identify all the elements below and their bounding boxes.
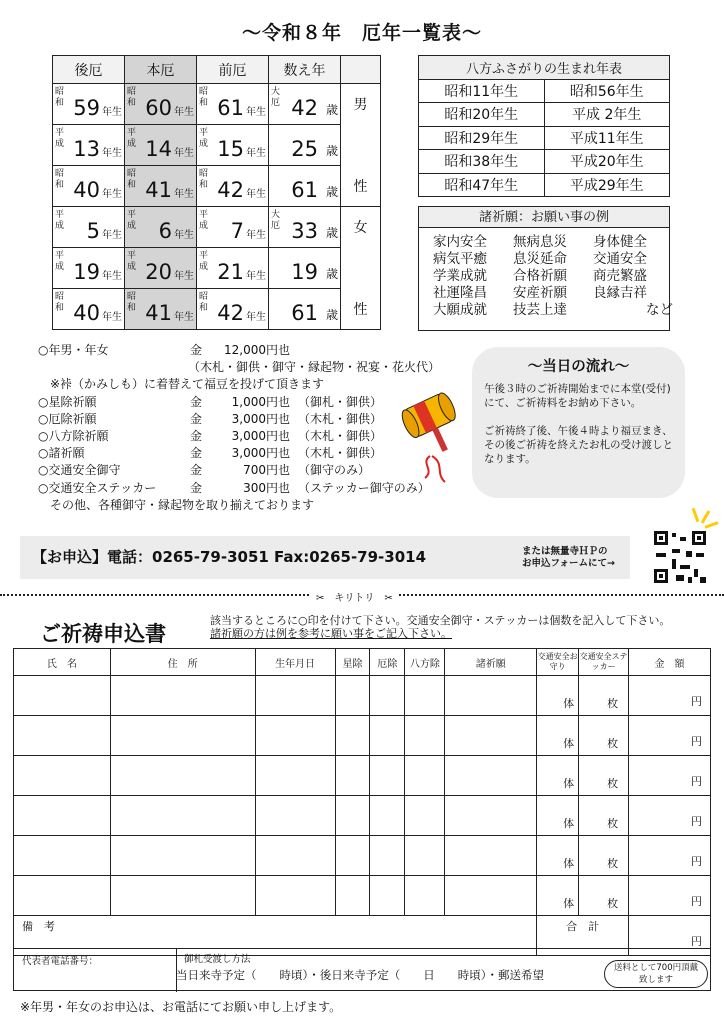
wish-item: 技芸上達 [513, 302, 567, 318]
wish-item: 社運隆昌 [433, 285, 487, 301]
wish-item: 身体健全 [593, 234, 647, 250]
form-cell[interactable] [405, 796, 445, 836]
price-row: ○年男・年女 金 12,000円也 [38, 343, 290, 357]
sex-cell: 女 [341, 207, 381, 248]
wish-item: 大願成就 [433, 302, 487, 318]
form-cell[interactable] [255, 716, 335, 756]
happo-cell: 昭和38年生 [419, 150, 545, 174]
form-cell[interactable] [255, 756, 335, 796]
footer-note: ※年男・年女のお申込は、お電話にてお願い申し上げます。 [20, 1000, 342, 1014]
apply-note: または無量寺ＨＰの お申込フォームにて→ [522, 546, 615, 569]
header-age: 数え年 [269, 56, 341, 84]
wish-item: 無病息災 [513, 234, 567, 250]
happo-cell: 昭和47年生 [419, 173, 545, 197]
mallet-icon [390, 378, 470, 488]
yakudoshi-cell: 昭和 40 年生 [53, 289, 125, 330]
header-maeyaku: 前厄 [197, 56, 269, 84]
wishes-box [418, 206, 673, 331]
wish-item: 病気平癒 [433, 251, 487, 267]
price-row: ○八方除祈願 金 3,000円也 （木札・御供） [38, 429, 383, 444]
form-cell[interactable]: 枚 [579, 676, 629, 716]
form-cell[interactable] [14, 676, 111, 716]
sex-cell: 性 [341, 289, 381, 330]
sex-cell: 性 [341, 166, 381, 207]
form-cell[interactable] [370, 716, 405, 756]
form-cell[interactable]: 円 [629, 756, 711, 796]
happo-cell: 昭和56年生 [544, 79, 670, 103]
form-cell[interactable] [14, 756, 111, 796]
receive-box [13, 948, 711, 991]
form-cell[interactable] [255, 836, 335, 876]
wish-item: など [646, 302, 673, 318]
age-cell: 19 歳 [269, 248, 341, 289]
form-cell[interactable] [335, 756, 370, 796]
price-row: ○交通安全御守 金 700円也 （御守のみ） [38, 463, 371, 478]
form-cell[interactable] [335, 796, 370, 836]
form-cell[interactable] [255, 876, 335, 916]
yakudoshi-cell: 平成 7 年生 [197, 207, 269, 248]
form-cell[interactable] [110, 836, 255, 876]
age-cell: 25 歳 [269, 125, 341, 166]
yakudoshi-cell: 昭和 60 年生 [125, 84, 197, 125]
form-cell[interactable] [445, 876, 537, 916]
price-row: ○交通安全ステッカー 金 300円也 （ステッカー御守のみ） [38, 480, 430, 495]
yakudoshi-cell: 昭和 42 年生 [197, 289, 269, 330]
form-cell[interactable] [14, 836, 111, 876]
form-row [14, 716, 711, 756]
yakudoshi-cell: 昭和 59 年生 [53, 84, 125, 125]
happo-table [418, 55, 670, 197]
wish-item: 家内安全 [433, 234, 487, 250]
form-cell[interactable] [370, 836, 405, 876]
age-cell: 61 歳 [269, 289, 341, 330]
header-atoyaku: 後厄 [53, 56, 125, 84]
form-cell[interactable] [255, 796, 335, 836]
form-cell[interactable] [335, 876, 370, 916]
form-cell[interactable] [335, 676, 370, 716]
price-row: その他、各種御守・縁起物を取り揃えております [38, 497, 315, 512]
form-cell[interactable] [110, 676, 255, 716]
apply-banner: 【お申込】電話：0265-79-3051 Fax:0265-79-3014 [20, 536, 630, 579]
form-cell[interactable] [110, 876, 255, 916]
happo-cell: 平成29年生 [544, 173, 670, 197]
form-cell[interactable] [370, 796, 405, 836]
form-instructions: 該当するところに○印を付けて下さい。交通安全御守・ステッカーは個数を記入して下さい。 諸祈願の方は例を参考に願い事をご記入下さい。 [210, 614, 671, 640]
yakudoshi-cell: 平成 13 年生 [53, 125, 125, 166]
sex-cell [341, 248, 381, 289]
yakudoshi-cell: 昭和 40 年生 [53, 166, 125, 207]
form-cell[interactable] [14, 876, 111, 916]
flow-text-2: ご祈祷終了後、午後４時より福豆まき、その後ご祈祷を終えたお札の受け渡しとなります。 [484, 425, 673, 465]
form-cell[interactable] [405, 876, 445, 916]
form-cell[interactable] [405, 756, 445, 796]
wish-item: 学業成就 [433, 268, 487, 284]
form-cell[interactable] [370, 876, 405, 916]
yakudoshi-cell: 平成 14 年生 [125, 125, 197, 166]
cut-label: ✂ キリトリ ✂ [310, 589, 399, 604]
happo-cell: 昭和29年生 [419, 126, 545, 150]
form-cell[interactable]: 体 [537, 756, 579, 796]
form-row [14, 876, 711, 916]
qr-code[interactable] [652, 529, 708, 585]
wish-item: 安産祈願 [513, 285, 567, 301]
form-cell[interactable]: 円 [629, 836, 711, 876]
form-cell[interactable]: 枚 [579, 836, 629, 876]
wish-item: 商売繁盛 [593, 268, 647, 284]
yakudoshi-cell: 平成 5 年生 [53, 207, 125, 248]
form-cell[interactable]: 枚 [579, 796, 629, 836]
form-cell[interactable] [335, 716, 370, 756]
form-cell[interactable]: 体 [537, 836, 579, 876]
form-cell[interactable] [405, 716, 445, 756]
age-cell: 大厄 42 歳 [269, 84, 341, 125]
form-cell[interactable] [14, 716, 111, 756]
wish-item: 息災延命 [513, 251, 567, 267]
form-title: ご祈祷申込書 [40, 622, 166, 646]
happo-cell: 平成20年生 [544, 150, 670, 174]
wish-item: 交通安全 [593, 251, 647, 267]
yakudoshi-cell: 平成 21 年生 [197, 248, 269, 289]
total-field[interactable]: 円 [629, 916, 711, 956]
yakudoshi-cell: 昭和 61 年生 [197, 84, 269, 125]
yakudoshi-cell: 昭和 41 年生 [125, 166, 197, 207]
yakudoshi-table [52, 55, 381, 330]
form-cell[interactable]: 円 [629, 716, 711, 756]
form-cell[interactable] [110, 716, 255, 756]
form-cell[interactable] [405, 836, 445, 876]
form-cell[interactable] [255, 676, 335, 716]
form-cell[interactable] [445, 716, 537, 756]
yakudoshi-cell: 昭和 41 年生 [125, 289, 197, 330]
happo-cell: 平成11年生 [544, 126, 670, 150]
page-title: ～令和８年 厄年一覧表～ [241, 22, 482, 44]
wish-item: 合格祈願 [513, 268, 567, 284]
price-row: ○諸祈願 金 3,000円也 （木札・御供） [38, 446, 383, 461]
yakudoshi-cell: 平成 19 年生 [53, 248, 125, 289]
happo-cell: 昭和11年生 [419, 79, 545, 103]
price-row: ※裃（かみしも）に着替えて福豆を投げて頂きます [38, 377, 325, 392]
form-row [14, 676, 711, 716]
happo-cell: 昭和20年生 [419, 103, 545, 127]
application-form: 氏 名 住 所 生年月日 星除 厄除 八方除 諸祈願 交通安全お守り 交通安全ステッカー 金 額 体 枚 円 体 枚 円 体 枚 円 体 枚 円 体 枚 円 体 枚 円 備 考 合 計 円 [13, 648, 711, 956]
form-cell[interactable]: 枚 [579, 756, 629, 796]
receive-options[interactable]: 当日来寺予定（ 時頃）・後日来寺予定（ 日 時頃）・郵送希望 [176, 968, 544, 982]
form-row [14, 796, 711, 836]
yakudoshi-cell: 昭和 42 年生 [197, 166, 269, 207]
form-cell[interactable]: 体 [537, 876, 579, 916]
form-cell[interactable] [14, 796, 111, 836]
price-row: ○星除祈願 金 1,000円也 （御札・御供） [38, 394, 383, 409]
form-cell[interactable] [110, 796, 255, 836]
total-label: 合 計 [537, 916, 629, 956]
rep-phone-label: 代表者電話番号： [22, 956, 99, 967]
flow-title: ～当日の流れ～ [527, 359, 630, 375]
form-cell[interactable] [370, 756, 405, 796]
form-cell[interactable]: 円 [629, 676, 711, 716]
flow-text-1: 午後３時のご祈祷開始までに本堂(受付)にて、ご祈祷料をお納め下さい。 [484, 383, 671, 409]
form-cell[interactable]: 枚 [579, 876, 629, 916]
sex-cell [341, 125, 381, 166]
price-list [38, 342, 440, 514]
price-row: ○厄除祈願 金 3,000円也 （木札・御供） [38, 411, 383, 426]
remarks-field[interactable]: 備 考 [14, 916, 537, 956]
form-row [14, 756, 711, 796]
day-flow-box [472, 347, 685, 498]
form-cell[interactable]: 円 [629, 796, 711, 836]
receive-title: 御札受渡し方法 [184, 954, 251, 965]
form-cell[interactable]: 枚 [579, 716, 629, 756]
form-cell[interactable] [445, 836, 537, 876]
form-cell[interactable]: 体 [537, 796, 579, 836]
age-cell: 大厄 33 歳 [269, 207, 341, 248]
form-cell[interactable] [445, 676, 537, 716]
happo-title: 八方ふさがりの生まれ年表 [419, 56, 670, 80]
form-cell[interactable]: 体 [537, 676, 579, 716]
yakudoshi-cell: 平成 20 年生 [125, 248, 197, 289]
form-cell[interactable] [110, 756, 255, 796]
form-cell[interactable] [335, 836, 370, 876]
happo-cell: 平成 2年生 [544, 103, 670, 127]
form-row [14, 836, 711, 876]
form-cell[interactable] [370, 676, 405, 716]
wish-item: 良縁吉祥 [593, 285, 647, 301]
form-cell[interactable] [405, 676, 445, 716]
form-cell[interactable] [445, 796, 537, 836]
sex-cell: 男 [341, 84, 381, 125]
form-cell[interactable] [445, 756, 537, 796]
form-cell[interactable]: 円 [629, 876, 711, 916]
postage-note: 送料として700円頂戴致します [604, 960, 708, 988]
header-honyaku: 本厄 [125, 56, 197, 84]
yakudoshi-cell: 平成 6 年生 [125, 207, 197, 248]
age-cell: 61 歳 [269, 166, 341, 207]
price-row: （木札・御供・御守・縁起物・祝宴・花火代） [188, 360, 441, 375]
yakudoshi-cell: 平成 15 年生 [197, 125, 269, 166]
form-cell[interactable]: 体 [537, 716, 579, 756]
wishes-title: 諸祈願：お願い事の例 [419, 207, 669, 228]
